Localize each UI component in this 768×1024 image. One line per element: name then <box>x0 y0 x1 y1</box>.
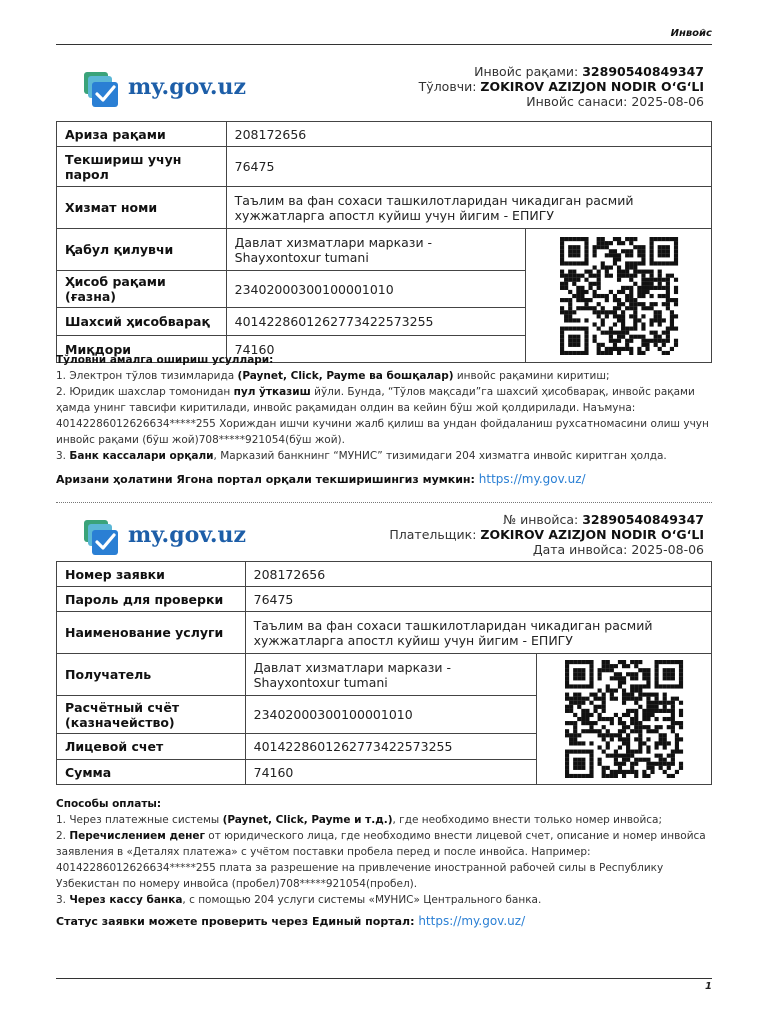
payment-methods <box>56 796 712 908</box>
payer-value: ZOKIROV AZIZJON NODIR O‘G‘LI <box>480 527 704 542</box>
my-gov-uz-logo <box>82 516 262 560</box>
row-value: 74160 <box>226 336 526 363</box>
row-value: 76475 <box>245 587 711 612</box>
table-row <box>57 654 712 696</box>
table-row <box>57 122 712 147</box>
payment-methods-heading: Способы оплаты: <box>56 798 162 810</box>
row-key: Хизмат номи <box>57 187 227 229</box>
page-footer <box>56 978 712 992</box>
row-value: 4014228601262773422573255 <box>245 734 537 760</box>
invoice-number-label: № инвойса: <box>503 512 583 527</box>
logo-text: my.gov.uz <box>128 522 246 548</box>
payment-method-3: 3. Через кассу банка, с помощью 204 услуги системы «МУНИС» Центрального банка. <box>56 894 542 906</box>
section-divider <box>56 502 712 503</box>
row-key: Номер заявки <box>57 562 246 587</box>
payer-label: Тўловчи: <box>418 79 481 94</box>
row-key: Расчётный счёт (казначейство) <box>57 696 246 734</box>
portal-status-line: Статус заявки можете проверить через Единый портал: https://my.gov.uz/ <box>56 914 526 928</box>
row-key: Текшириш учун парол <box>57 147 227 187</box>
row-key: Пароль для проверки <box>57 587 246 612</box>
invoice-date-value: 2025-08-06 <box>631 542 704 557</box>
invoice-number-value: 32890540849347 <box>582 512 704 527</box>
row-key: Шахсий ҳисобварақ <box>57 308 227 336</box>
row-key: Сумма <box>57 760 246 785</box>
table-row <box>57 147 712 187</box>
payment-method-2: 2. Перечислением денег от юридического лица, где необходимо внести лицевой счет, описание и номер инвойса заявления в «Деталях платежа» с учётом поставки пробела перед и после инвойса. Например: 40142286012626634*****255 плата за разрешение на привлечение иностранной рабочей силы в Республику Узбекистан по номеру инвойса (пробел)708*****921054(пробел). <box>56 830 706 890</box>
row-value: 401422860126277342257325​5 <box>226 308 526 336</box>
row-value: Давлат хизматлари маркази - Shayxontoxur tumani <box>226 229 526 271</box>
portal-link[interactable]: https://my.gov.uz/ <box>418 914 526 928</box>
payment-methods <box>56 352 712 464</box>
portal-link[interactable]: https://my.gov.uz/ <box>478 472 586 486</box>
qr-code-icon <box>557 237 681 355</box>
row-value: Давлат хизматлари маркази - Shayxontoxur tumani <box>245 654 537 696</box>
table-row <box>57 229 712 271</box>
row-value: 76475 <box>226 147 711 187</box>
row-key: Получатель <box>57 654 246 696</box>
header-label: Инвойс <box>670 28 712 39</box>
invoice-table <box>56 121 712 363</box>
row-key: Қабул қилувчи <box>57 229 227 271</box>
row-value: Таълим ва фан сохаси ташкилотларидан чикадиган расмий хужжатларга апостл куйиш учун йигим - ЕПИГУ <box>226 187 711 229</box>
qr-code <box>526 229 712 363</box>
table-row <box>57 562 712 587</box>
row-key: Ҳисоб рақами (ғазна) <box>57 271 227 308</box>
page-header <box>56 28 712 45</box>
logo-text: my.gov.uz <box>128 74 246 100</box>
portal-status-line: Аризани ҳолатини Ягона портал орқали текширишингиз мумкин: https://my.gov.uz/ <box>56 472 586 486</box>
invoice-meta <box>419 64 704 109</box>
invoice-number-label: Инвойс рақами: <box>474 64 583 79</box>
table-row <box>57 187 712 229</box>
table-row <box>57 612 712 654</box>
payer-label: Плательщик: <box>389 527 481 542</box>
payment-methods-heading: Тўловни амалга ошириш усуллари: <box>56 354 274 366</box>
row-value: 74160 <box>245 760 537 785</box>
row-value: 23402000300100001010 <box>245 696 537 734</box>
row-value: 208172656 <box>226 122 711 147</box>
invoice-number-value: 32890540849347 <box>582 64 704 79</box>
row-value: Таълим ва фан сохаси ташкилотларидан чикадиган расмий хужжатларга апостл куйиш учун йигим - ЕПИГУ <box>245 612 711 654</box>
row-key: Ариза рақами <box>57 122 227 147</box>
invoice-date-label: Инвойс санаси: <box>526 94 632 109</box>
portal-text: Статус заявки можете проверить через Единый портал <box>56 915 411 928</box>
row-key: Наименование услуги <box>57 612 246 654</box>
invoice-date-value: 2025-08-06 <box>631 94 704 109</box>
row-value: 208172656 <box>245 562 711 587</box>
payer-value: ZOKIROV AZIZJON NODIR O‘G‘LI <box>480 79 704 94</box>
invoice-table <box>56 561 712 785</box>
logo-check-icon <box>82 70 122 110</box>
invoice-meta <box>389 512 704 557</box>
qr-code-icon <box>562 660 686 778</box>
payment-method-1: 1. Через платежные системы (Paynet, Click, Payme и т.д.), где необходимо внести только номер инвойса; <box>56 814 663 826</box>
portal-text: Аризани ҳолатини Ягона портал орқали текширишингиз мумкин <box>56 473 471 486</box>
invoice-date-label: Дата инвойса: <box>532 542 632 557</box>
payment-method-3: 3. Банк кассалари орқали, Марказий банкнинг “МУНИС” тизимидаги 204 хизматга инвойс киритган ҳолда. <box>56 450 667 462</box>
qr-code <box>537 654 712 785</box>
row-key: Миқдори <box>57 336 227 363</box>
payment-method-1: 1. Электрон тўлов тизимларида (Paynet, Click, Payme ва бошқалар) инвойс рақамини киритиш; <box>56 370 610 382</box>
my-gov-uz-logo <box>82 68 262 112</box>
page-number: 1 <box>705 981 712 992</box>
logo-check-icon <box>82 518 122 558</box>
row-key: Лицевой счет <box>57 734 246 760</box>
table-row <box>57 587 712 612</box>
row-value: 23402000300100001010 <box>226 271 526 308</box>
payment-method-2: 2. Юридик шахслар томонидан пул ўтказиш йўли. Бунда, “Тўлов мақсади”га шахсий ҳисобварақ, инвойс рақами ҳамда унинг тавсифи киритилади, инвойс рақамидан олдин ва кейин бўш жой қолдирилади. Наъмуна: 40142286012626634*****255 Хориждан ишчи кучини жалб қилиш ва ундан фойдаланиш рухсатномасини олиш учун инвойс рақами (бўш жой)708*****921054(бўш жой). <box>56 386 709 446</box>
